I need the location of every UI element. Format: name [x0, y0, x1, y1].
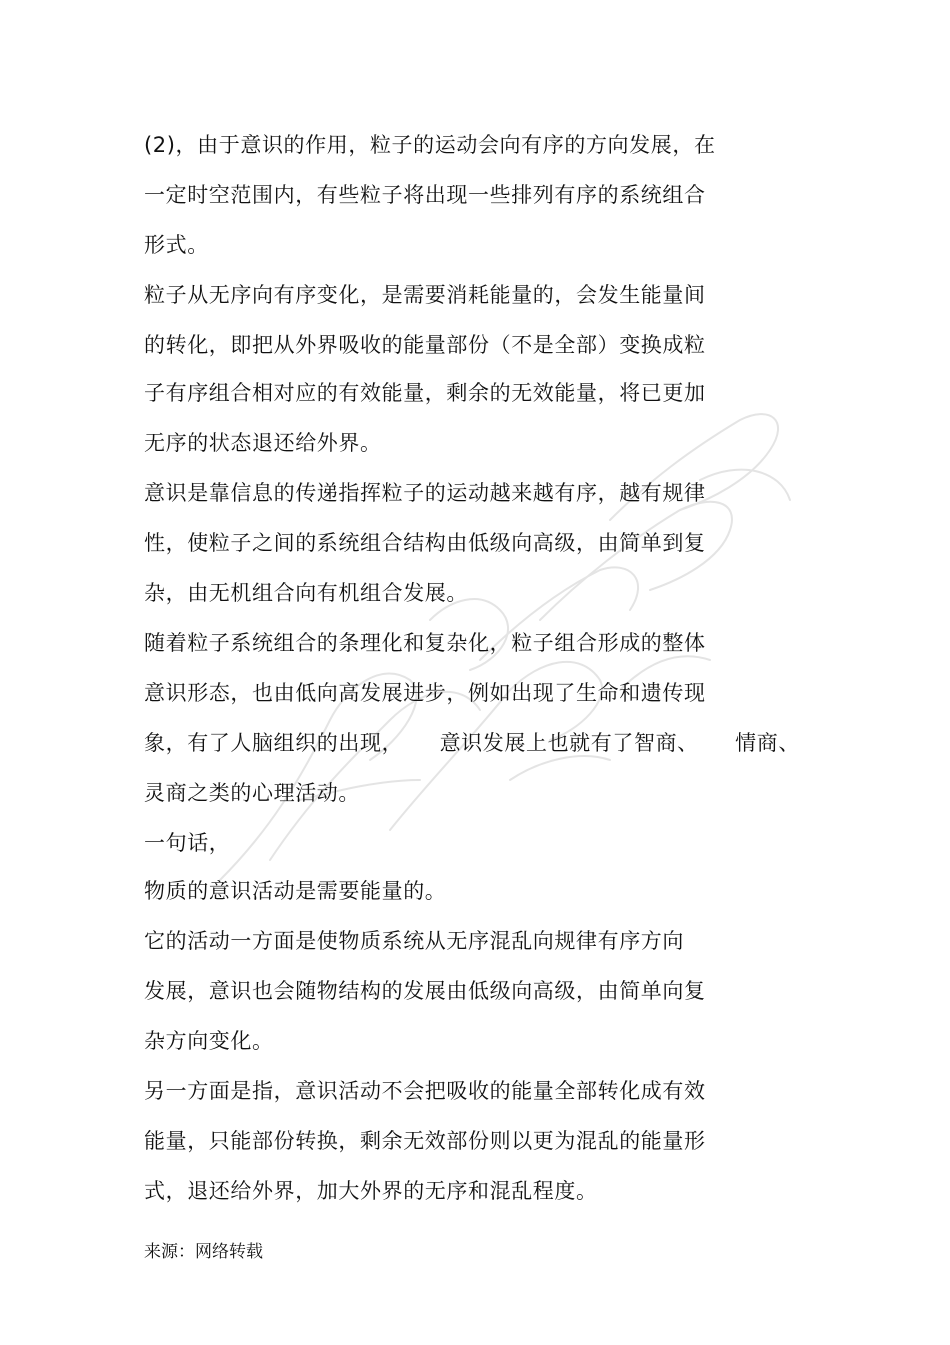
- body-line-7: 无序的状态退还给外界。: [144, 431, 382, 455]
- body-line-6: 子有序组合相对应的有效能量，剩余的无效能量，将已更加: [144, 381, 706, 405]
- source-note: 来源：网络转载: [144, 1242, 263, 1262]
- body-line-5: 的转化，即把从外界吸收的能量部份（不是全部）变换成粒: [144, 333, 706, 357]
- body-line-2: 一定时空范围内，有些粒子将出现一些排列有序的系统组合: [144, 183, 706, 207]
- body-line-21: 能量，只能部份转换，剩余无效部份则以更为混乱的能量形: [144, 1129, 706, 1153]
- body-line-16: 物质的意识活动是需要能量的。: [144, 879, 447, 903]
- body-line-15: 一句话，: [144, 831, 231, 855]
- body-line-13: 象，有了人脑组织的出现， 意识发展上也就有了智商、 情商、: [144, 731, 800, 755]
- body-line-10: 杂，由无机组合向有机组合发展。: [144, 581, 468, 605]
- body-line-18: 发展，意识也会随物结构的发展由低级向高级，由简单向复: [144, 979, 706, 1003]
- body-line-14: 灵商之类的心理活动。: [144, 781, 360, 805]
- body-line-20: 另一方面是指，意识活动不会把吸收的能量全部转化成有效: [144, 1079, 706, 1103]
- body-line-9: 性，使粒子之间的系统组合结构由低级向高级，由简单到复: [144, 531, 706, 555]
- body-line-4: 粒子从无序向有序变化，是需要消耗能量的，会发生能量间: [144, 283, 706, 307]
- body-line-3: 形式。: [144, 233, 209, 257]
- body-line-19: 杂方向变化。: [144, 1029, 274, 1053]
- body-line-1: (2)，由于意识的作用，粒子的运动会向有序的方向发展，在: [144, 133, 716, 157]
- body-line-12: 意识形态，也由低向高发展进步，例如出现了生命和遗传现: [144, 681, 706, 705]
- body-line-22: 式，退还给外界，加大外界的无序和混乱程度。: [144, 1179, 598, 1203]
- body-line-17: 它的活动一方面是使物质系统从无序混乱向规律有序方向: [144, 929, 684, 953]
- body-line-11: 随着粒子系统组合的条理化和复杂化，粒子组合形成的整体: [144, 631, 706, 655]
- body-line-8: 意识是靠信息的传递指挥粒子的运动越来越有序，越有规律: [144, 481, 706, 505]
